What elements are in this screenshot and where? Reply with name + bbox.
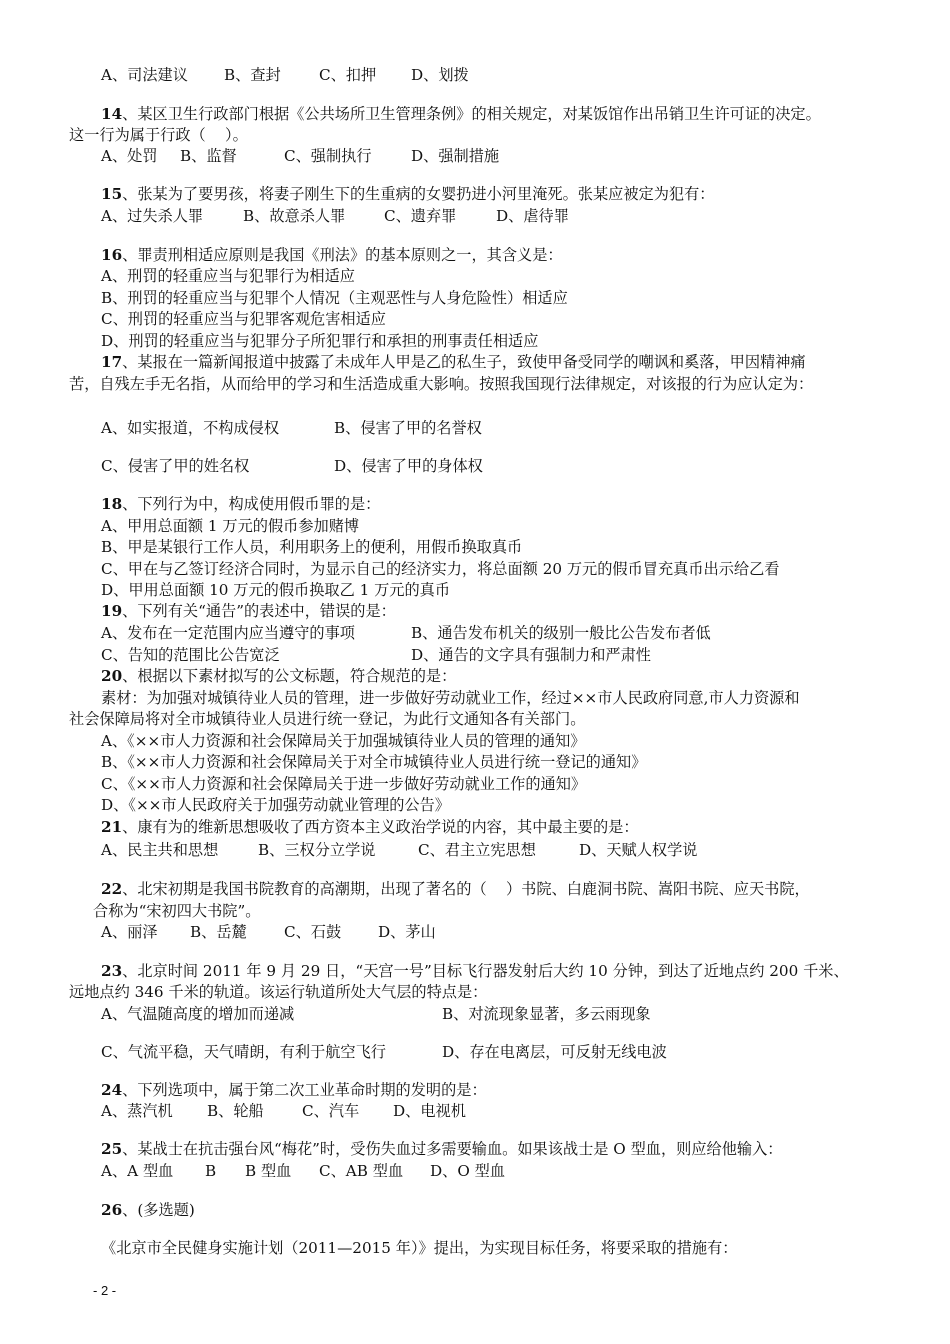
q20-option-c: C、《××市人力资源和社会保障局关于进一步做好劳动就业工作的通知》	[101, 775, 587, 793]
q21-line1	[101, 817, 639, 837]
q14-option-a: A、处罚	[101, 147, 158, 165]
q23-line1	[101, 961, 849, 981]
q25-option-b: B 型血	[245, 1162, 292, 1180]
q17-option-a: A、如实报道，不构成侵权	[101, 419, 280, 437]
q25-number: 25	[101, 1140, 123, 1158]
q16-option-c: C、刑罚的轻重应当与犯罪客观危害相适应	[101, 310, 386, 328]
q14-text: 、某区卫生行政部门根据《公共场所卫生管理条例》的相关规定，对某饭馆作出吊销卫生许可证的决定。	[122, 105, 821, 123]
q17-number: 17	[101, 353, 123, 371]
q15-option-b: B、故意杀人罪	[243, 207, 346, 225]
q19-option-a: A、发布在一定范围内应当遵守的事项	[101, 624, 355, 642]
q26-line1	[101, 1200, 195, 1220]
q24-option-d: D、电视机	[393, 1102, 466, 1120]
q16-line1	[101, 245, 563, 265]
q14-line2: 这一行为属于行政（ ）。	[69, 126, 248, 144]
q15-text: 、张某为了要男孩，将妻子刚生下的生重病的女婴扔进小河里淹死。张某应被定为犯有：	[122, 185, 715, 203]
q23-option-a: A、气温随高度的增加而递减	[101, 1005, 295, 1023]
q23-option-d: D、存在电离层，可反射无线电波	[442, 1043, 667, 1061]
q17-text: 、某报在一篇新闻报道中披露了未成年人甲是乙的私生子，致使甲备受同学的嘲讽和奚落，甲因精神痛	[122, 353, 806, 371]
q20-text: 、根据以下素材拟写的公文标题，符合规范的是：	[122, 667, 457, 685]
q14-option-d: D、强制措施	[411, 147, 500, 165]
q19-number: 19	[101, 602, 123, 620]
q24-option-a: A、蒸汽机	[101, 1102, 173, 1120]
q21-option-a: A、民主共和思想	[101, 841, 219, 859]
q20-material-line1: 素材：为加强对城镇待业人员的管理，进一步做好劳动就业工作，经过××市人民政府同意,市人力资源和	[101, 689, 800, 707]
q14-option-c: C、强制执行	[284, 147, 372, 165]
q23-option-c: C、气流平稳，天气晴朗，有利于航空飞行	[101, 1043, 386, 1061]
q25-text: 、某战士在抗击强台风“梅花”时，受伤失血过多需要输血。如果该战士是 O 型血，则应给他输入：	[122, 1140, 783, 1158]
q18-text: 、下列行为中，构成使用假币罪的是：	[122, 495, 381, 513]
q26-text: 、(多选题)	[122, 1201, 195, 1219]
q17-line1	[101, 352, 806, 372]
q23-option-b: B、对流现象显著，多云雨现象	[442, 1005, 651, 1023]
q19-option-d: D、通告的文字具有强制力和严肃性	[411, 646, 651, 664]
q26-line2: 《北京市全民健身实施计划（2011—2015 年）》提出，为实现目标任务，将要采取的措施有：	[101, 1239, 738, 1257]
q26-number: 26	[101, 1201, 123, 1219]
q16-option-a: A、刑罚的轻重应当与犯罪行为相适应	[101, 267, 355, 285]
q16-option-b: B、刑罚的轻重应当与犯罪个人情况（主观恶性与人身危险性）相适应	[101, 289, 568, 307]
q25-line1	[101, 1139, 782, 1159]
q17-option-c: C、侵害了甲的姓名权	[101, 457, 250, 475]
q20-number: 20	[101, 667, 123, 685]
q25-option-a: A、A 型血	[101, 1162, 174, 1180]
q22-text: 、北宋初期是我国书院教育的高潮期，出现了著名的（ ）书院、白鹿洞书院、嵩阳书院、应天书院，	[122, 880, 810, 898]
q19-option-c: C、告知的范围比公告宽泛	[101, 646, 280, 664]
q14-number: 14	[101, 105, 123, 123]
q14-option-b: B、监督	[180, 147, 237, 165]
q13-option-a: A、司法建议	[101, 66, 188, 84]
q22-line2: 合称为“宋初四大书院”。	[93, 902, 261, 920]
q23-line2: 远地点约 346 千米的轨道。该运行轨道所处大气层的特点是：	[69, 983, 488, 1001]
q24-line1	[101, 1080, 487, 1100]
q24-option-b: B、轮船	[207, 1102, 264, 1120]
q22-option-a: A、丽泽	[101, 923, 158, 941]
q16-text: 、罪责刑相适应原则是我国《刑法》的基本原则之一，其含义是：	[122, 246, 563, 264]
q15-option-d: D、虐待罪	[496, 207, 569, 225]
q19-option-b: B、通告发布机关的级别一般比公告发布者低	[411, 624, 711, 642]
q25-option-b-letter: B	[205, 1162, 217, 1180]
q18-option-a: A、甲用总面额 1 万元的假币参加赌博	[101, 517, 360, 535]
q14-line1	[101, 104, 821, 124]
q25-option-d: D、O 型血	[430, 1162, 506, 1180]
q15-line1	[101, 184, 714, 204]
q22-line1	[101, 879, 810, 899]
q20-line1	[101, 666, 456, 686]
q22-option-d: D、茅山	[378, 923, 436, 941]
q24-number: 24	[101, 1081, 123, 1099]
q17-option-d: D、侵害了甲的身体权	[334, 457, 483, 475]
q16-option-d: D、刑罚的轻重应当与犯罪分子所犯罪行和承担的刑事责任相适应	[101, 332, 539, 350]
q21-option-d: D、天赋人权学说	[579, 841, 698, 859]
q13-option-d: D、划拨	[411, 66, 469, 84]
q18-option-b: B、甲是某银行工作人员，利用职务上的便利，用假币换取真币	[101, 538, 523, 556]
q24-option-c: C、汽车	[302, 1102, 360, 1120]
q18-line1	[101, 494, 380, 514]
q25-option-c: C、AB 型血	[319, 1162, 404, 1180]
q20-option-a: A、《××市人力资源和社会保障局关于加强城镇待业人员的管理的通知》	[101, 732, 586, 750]
q21-option-c: C、君主立宪思想	[418, 841, 536, 859]
q15-option-c: C、遗弃罪	[384, 207, 457, 225]
q13-option-c: C、扣押	[319, 66, 377, 84]
page-number: - 2 -	[93, 1283, 117, 1298]
q15-option-a: A、过失杀人罪	[101, 207, 204, 225]
q15-number: 15	[101, 185, 123, 203]
q21-number: 21	[101, 818, 123, 836]
q21-text: 、康有为的维新思想吸收了西方资本主义政治学说的内容，其中最主要的是：	[122, 818, 639, 836]
q19-text: 、下列有关“通告”的表述中，错误的是：	[122, 602, 396, 620]
q18-option-d: D、甲用总面额 10 万元的假币换取乙 1 万元的真币	[101, 581, 451, 599]
q20-option-b: B、《××市人力资源和社会保障局关于对全市城镇待业人员进行统一登记的通知》	[101, 753, 647, 771]
q17-line2: 苦，自残左手无名指，从而给甲的学习和生活造成重大影响。按照我国现行法律规定，对该报的行为应认定为：	[69, 375, 814, 393]
q21-option-b: B、三权分立学说	[258, 841, 376, 859]
q13-option-b: B、查封	[224, 66, 281, 84]
q22-number: 22	[101, 880, 123, 898]
q17-option-b: B、侵害了甲的名誉权	[334, 419, 482, 437]
q20-option-d: D、《××市人民政府关于加强劳动就业管理的公告》	[101, 796, 450, 814]
q18-number: 18	[101, 495, 123, 513]
q18-option-c: C、甲在与乙签订经济合同时，为显示自己的经济实力，将总面额 20 万元的假币冒充真币出示给乙看	[101, 560, 780, 578]
q22-option-c: C、石鼓	[284, 923, 342, 941]
q20-material-line2: 社会保障局将对全市城镇待业人员进行统一登记，为此行文通知各有关部门。	[69, 710, 586, 728]
q22-option-b: B、岳麓	[190, 923, 247, 941]
q19-line1	[101, 601, 396, 621]
q23-text: 、北京时间 2011 年 9 月 29 日，“天宫一号”目标飞行器发射后大约 10 分钟，到达了近地点约 200 千米、	[122, 962, 849, 980]
q16-number: 16	[101, 246, 123, 264]
q23-number: 23	[101, 962, 123, 980]
q24-text: 、下列选项中，属于第二次工业革命时期的发明的是：	[122, 1081, 487, 1099]
